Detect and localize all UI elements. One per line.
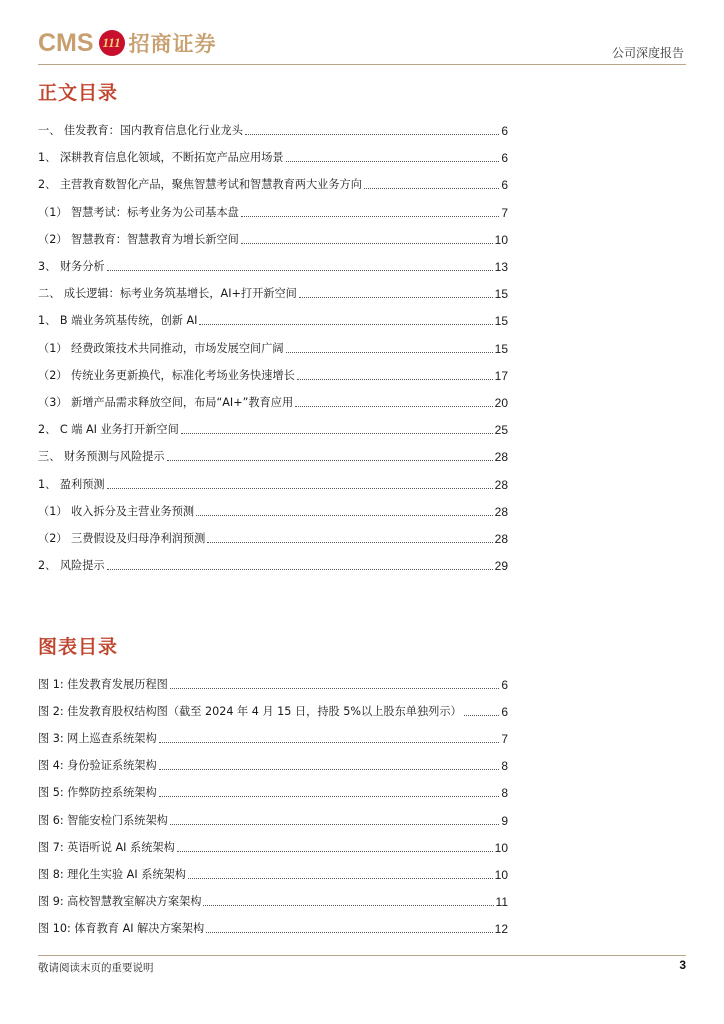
page-header bbox=[38, 24, 686, 62]
figure-entry[interactable] bbox=[38, 839, 508, 855]
toc-entry-page: 10 bbox=[494, 232, 508, 247]
toc-entry[interactable] bbox=[38, 476, 508, 492]
toc-entry-page: 7 bbox=[501, 205, 508, 220]
toc-entry-page: 28 bbox=[494, 532, 508, 546]
figure-entry-label: 图 1: 佳发教育发展历程图 bbox=[38, 678, 168, 691]
toc-entry-page: 6 bbox=[501, 124, 508, 138]
figure-entry-label: 图 8: 理化生实验 AI 系统架构 bbox=[38, 867, 186, 881]
toc-entry-label: 2、 风险提示 bbox=[38, 559, 105, 573]
toc-entry-label: （1） 收入拆分及主营业务预测 bbox=[38, 504, 195, 518]
dot-leader bbox=[295, 406, 492, 407]
toc-entry-page: 6 bbox=[501, 151, 508, 166]
toc-entry-label: 2、 主营教育数智化产品，聚焦智慧考试和智慧教育两大业务方向 bbox=[38, 178, 362, 192]
figure-entry-page: 11 bbox=[495, 894, 508, 909]
dot-leader bbox=[199, 324, 492, 325]
dot-leader bbox=[170, 824, 499, 825]
figure-entry-page: 7 bbox=[501, 732, 508, 747]
page-number: 3 bbox=[679, 958, 686, 972]
toc-entry-page: 17 bbox=[494, 368, 508, 383]
dot-leader bbox=[286, 161, 500, 162]
dot-leader bbox=[107, 569, 493, 570]
toc-entry[interactable] bbox=[38, 176, 508, 192]
dot-leader bbox=[177, 851, 493, 852]
dot-leader bbox=[170, 688, 499, 689]
toc-entry-label: （1） 智慧考试：标考业务为公司基本盘 bbox=[38, 205, 239, 219]
dot-leader bbox=[286, 352, 493, 353]
figure-entry[interactable] bbox=[38, 812, 508, 828]
toc-entry-page: 15 bbox=[494, 287, 508, 302]
figure-entry[interactable] bbox=[38, 757, 508, 773]
toc-entry-label: 一、 佳发教育：国内教育信息化行业龙头 bbox=[38, 124, 243, 137]
toc-entry-label: 三、 财务预测与风险提示 bbox=[38, 450, 165, 464]
toc-title: 正文目录 bbox=[38, 82, 119, 104]
dot-leader bbox=[364, 188, 499, 189]
dot-leader bbox=[464, 715, 500, 716]
toc-entry-page: 6 bbox=[501, 178, 508, 193]
toc-entry[interactable] bbox=[38, 122, 508, 138]
figure-entry-page: 8 bbox=[501, 786, 508, 801]
toc-entry[interactable] bbox=[38, 557, 508, 573]
figure-entry[interactable] bbox=[38, 866, 508, 882]
figure-entry-label: 图 5: 作弊防控系统架构 bbox=[38, 786, 157, 800]
toc-entry-page: 15 bbox=[494, 341, 508, 356]
toc-entry-label: 1、 盈利预测 bbox=[38, 477, 105, 491]
figure-entry-label: 图 10: 体育教育 AI 解决方案架构 bbox=[38, 921, 205, 935]
dot-leader bbox=[107, 488, 493, 489]
figure-entry-page: 10 bbox=[494, 867, 508, 882]
toc-entry[interactable] bbox=[38, 421, 508, 437]
toc-entry[interactable] bbox=[38, 367, 508, 383]
toc-entry-page: 28 bbox=[494, 450, 508, 465]
cms-logo bbox=[38, 28, 217, 58]
toc-entry[interactable] bbox=[38, 503, 508, 519]
figure-entry[interactable] bbox=[38, 920, 508, 936]
figure-entry-label: 图 7: 英语听说 AI 系统架构 bbox=[38, 840, 175, 854]
toc-entry[interactable] bbox=[38, 285, 508, 301]
toc-entry-label: （3） 新增产品需求释放空间，布局“AI+”教育应用 bbox=[38, 396, 294, 409]
dot-leader bbox=[299, 297, 493, 298]
figure-entry-label: 图 4: 身份验证系统架构 bbox=[38, 759, 157, 773]
figure-entry-label: 图 2: 佳发教育股权结构图（截至 2024 年 4 月 15 日，持股 5%以上股东单独列示） bbox=[38, 705, 462, 719]
dot-leader bbox=[159, 742, 500, 743]
figure-entry-page: 6 bbox=[501, 678, 508, 692]
dot-leader bbox=[245, 134, 499, 135]
toc-entry[interactable] bbox=[38, 530, 508, 546]
dot-leader bbox=[297, 379, 493, 380]
dot-leader bbox=[207, 542, 492, 543]
toc-entry[interactable] bbox=[38, 258, 508, 274]
toc-entry-label: 2、 C 端 AI 业务打开新空间 bbox=[38, 423, 179, 437]
logo-text-chinese: 招商证券 bbox=[128, 32, 217, 56]
toc-entry[interactable] bbox=[38, 340, 508, 356]
toc-entry-page: 28 bbox=[494, 504, 508, 519]
dot-leader bbox=[181, 433, 493, 434]
dot-leader bbox=[203, 905, 493, 906]
toc-entry-page: 25 bbox=[494, 423, 508, 438]
toc-entry[interactable] bbox=[38, 312, 508, 328]
footer-divider bbox=[38, 955, 686, 956]
figure-entry-label: 图 6: 智能安检门系统架构 bbox=[38, 813, 168, 827]
dot-leader bbox=[159, 796, 500, 797]
dot-leader bbox=[241, 216, 499, 217]
toc-entry-page: 20 bbox=[494, 396, 508, 410]
figure-entry-page: 9 bbox=[501, 813, 508, 828]
figure-entry[interactable] bbox=[38, 676, 508, 692]
logo-text-latin: CMS bbox=[38, 28, 94, 57]
figure-entry[interactable] bbox=[38, 784, 508, 800]
toc-entry[interactable] bbox=[38, 394, 508, 410]
dot-leader bbox=[241, 243, 493, 244]
figure-entry-label: 图 3: 网上巡查系统架构 bbox=[38, 732, 157, 746]
header-divider bbox=[38, 64, 686, 65]
figures-title: 图表目录 bbox=[38, 636, 119, 658]
toc-entry-label: （2） 传统业务更新换代，标准化考场业务快速增长 bbox=[38, 368, 295, 382]
toc-entry[interactable] bbox=[38, 231, 508, 247]
toc-entry[interactable] bbox=[38, 204, 508, 220]
toc-entry[interactable] bbox=[38, 149, 508, 165]
figure-entry[interactable] bbox=[38, 730, 508, 746]
toc-entry-page: 15 bbox=[494, 314, 508, 329]
toc-entry-page: 13 bbox=[494, 260, 508, 274]
footer-disclaimer: 敬请阅读末页的重要说明 bbox=[38, 962, 154, 974]
toc-entry-page: 28 bbox=[494, 477, 508, 492]
toc-entry-label: 3、 财务分析 bbox=[38, 260, 105, 273]
dot-leader bbox=[159, 769, 500, 770]
toc-entry-label: （2） 智慧教育：智慧教育为增长新空间 bbox=[38, 232, 239, 246]
figure-entry-page: 6 bbox=[501, 705, 508, 720]
toc-entry-label: 二、 成长逻辑：标考业务筑基增长，AI+打开新空间 bbox=[38, 287, 297, 301]
toc-entry-label: （2） 三费假设及归母净利润预测 bbox=[38, 532, 206, 545]
toc-entry-page: 29 bbox=[494, 559, 508, 574]
figure-entry-page: 10 bbox=[494, 840, 508, 855]
toc-entry-label: （1） 经费政策技术共同推动，市场发展空间广阔 bbox=[38, 341, 284, 355]
dot-leader bbox=[206, 932, 492, 933]
figure-entry[interactable] bbox=[38, 703, 508, 719]
logo-badge-icon: 111 bbox=[99, 30, 125, 56]
figure-entry[interactable] bbox=[38, 893, 508, 909]
figure-entry-page: 12 bbox=[494, 921, 508, 936]
toc-entry[interactable] bbox=[38, 448, 508, 464]
figure-entry-page: 8 bbox=[501, 759, 508, 774]
toc-entry-label: 1、 B 端业务筑基传统，创新 AI bbox=[38, 314, 198, 328]
toc-entry-label: 1、 深耕教育信息化领域，不断拓宽产品应用场景 bbox=[38, 151, 284, 165]
dot-leader bbox=[167, 460, 493, 461]
dot-leader bbox=[196, 515, 493, 516]
dot-leader bbox=[107, 270, 493, 271]
dot-leader bbox=[188, 878, 493, 879]
report-type-label: 公司深度报告 bbox=[611, 46, 684, 60]
figure-entry-label: 图 9: 高校智慧教室解决方案架构 bbox=[38, 894, 202, 908]
